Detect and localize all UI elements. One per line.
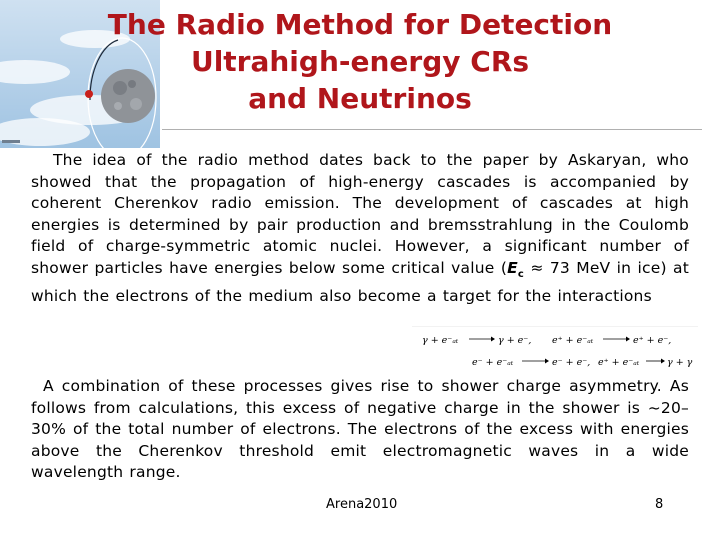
svg-text:γ + e⁻ₐₜ: γ + e⁻ₐₜ [422, 335, 459, 346]
moller-reaction [472, 357, 590, 368]
svg-text:e⁺ + e⁻ₐₜ: e⁺ + e⁻ₐₜ [552, 335, 594, 346]
slide-title [60, 6, 660, 117]
svg-text:e⁺ + e⁻ₐₜ: e⁺ + e⁻ₐₜ [598, 357, 640, 368]
svg-text:γ + γ: γ + γ [667, 357, 693, 368]
annihilation-reaction [598, 357, 693, 368]
svg-text:e⁻ + e⁻ₐₜ: e⁻ + e⁻ₐₜ [472, 357, 514, 368]
title-line-2: Ultrahigh-energy CRs [190, 45, 530, 78]
title-line-1: The Radio Method for Detection [107, 8, 613, 41]
svg-text:γ + e⁻,: γ + e⁻, [498, 335, 532, 346]
title-line-3: and Neutrinos [248, 82, 472, 115]
svg-text:e⁺ + e⁻,: e⁺ + e⁻, [633, 335, 672, 346]
paragraph-1-text-b: ≈ 73 MeV in ice) at which the electrons of the medium also become a target for the interactions [31, 258, 689, 305]
compton-reaction [422, 335, 531, 346]
bhabha-reaction [552, 335, 671, 346]
critical-energy-symbol: $E_c$ [507, 258, 525, 281]
footer-label: Arena2010 [326, 497, 398, 512]
paragraph-2: A combination of these processes gives rise to shower charge asymmetry. As follows from calculations, this excess of negative charge in the shower is ~20–30% of the total number of electrons. The electrons of the excess with energies above the Cherenkov threshold emit electromagnetic waves in a wide wavelength range. [31, 377, 689, 482]
slide-number: 8 [655, 497, 664, 512]
paragraph-1-text-a: The idea of the radio method dates back to the paper by Askaryan, who showed that the propagation of high-energy cascades is accompanied by coherent Cherenkov radio emission. The development of cascades at high energies is determined by pair production and bremsstrahlung in the Coulomb field of charge-symmetric atomic nuclei. However, a significant number of shower particles have energies below some critical value ( [31, 151, 689, 277]
paragraph-1 [31, 150, 689, 307]
reaction-equations [412, 326, 698, 373]
svg-text:e⁻ + e⁻,: e⁻ + e⁻, [552, 357, 591, 368]
title-divider [162, 129, 702, 130]
